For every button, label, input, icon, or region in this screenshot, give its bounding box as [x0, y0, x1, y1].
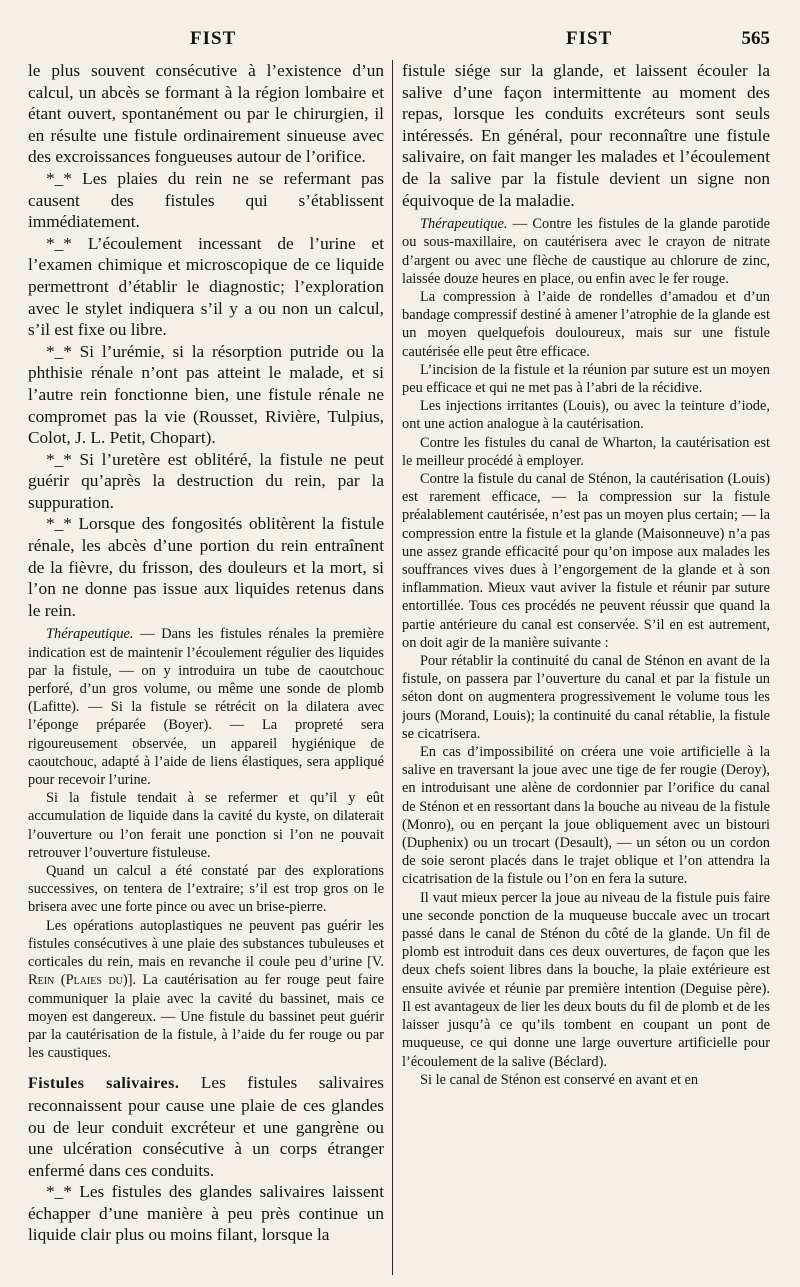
section-paragraph — [28, 1072, 384, 1181]
paragraph: Quand un calcul a été constaté par des explorations successives, on tentera de l’extraire; s’il est trop gros on le brisera avec une forte pince ou avec un brise-pierre. — [28, 863, 384, 916]
page-number: 565 — [741, 28, 770, 49]
section-heading: Fistules salivaires. — [28, 1075, 180, 1093]
paragraph: *_* Si l’urémie, si la résorption putride ou la phthisie rénale n’ont pas atteint le malade, et si l’autre rein fonctionne bien, une fistule rénale ne compromet pas la vie (Rousset, Rivière, Tulpius, Colot, J. L. Petit, Chopart). — [28, 341, 384, 448]
paragraph: L’incision de la fistule et la réunion par suture est un moyen peu efficace et qui ne met pas à l’abri de la récidive. — [402, 361, 770, 396]
paragraph — [28, 917, 384, 1063]
paragraph: Pour rétablir la continuité du canal de Sténon en avant de la fistule, on passera par l’ouverture du canal et par la fistule un séton dont on augmentera progressivement le volume tous les jours (Morand, Louis); la continuité du canal rétablie, la fistule se cicatrisera. — [402, 653, 770, 742]
paragraph: *_* Les fistules des glandes salivaires laissent échapper d’une manière à peu près continue un liquide clair plus ou moins filant, lorsque la — [28, 1182, 384, 1245]
left-column — [28, 60, 384, 1246]
header-right-title: FIST — [566, 28, 613, 49]
paragraph: Si le canal de Sténon est conservé en avant et en — [420, 1071, 699, 1088]
therapeutics-paragraph — [402, 215, 770, 288]
paragraph: Contre la fistule du canal de Sténon, la cautérisation (Louis) est rarement efficace, — la compression sur la fistule préalablement cautérisée, n’est pas un moyen plus certain; — la compression entre la fistule et la glande (Maisonneuve) n’a pas une assez grande efficacité pour qu’on impose aux malades les souffrances vives dues à l’engorgement de la glande et à son inflammation. Mieux vaut aviver la fistule et réunir par suture entortillée. Tous ces procédés ne peuvent réussir que quand la partie antérieure du canal est conservée. S’il en est autrement, on doit agir de la manière suivante : — [402, 471, 770, 651]
paragraph: *_* Lorsque des fongosités oblitèrent la fistule rénale, les abcès d’une portion du rein entraînent de la fièvre, du frisson, des douleurs et la mort, si l’on ne donne pas issue aux liquides retenus dans le rein. — [28, 514, 384, 620]
therapeutics-text: — Contre les fistules de la glande parotide ou sous-maxillaire, on cautérisera avec le crayon de nitrate d’argent ou avec une flèche de caustique au chlorure de zinc, laissée douze heures en place, ou enfin avec le fer rouge. — [402, 216, 770, 287]
header-left-title: FIST — [190, 28, 237, 49]
paragraph: Il vaut mieux percer la joue au niveau de la fistule puis faire une seconde ponction de la muqueuse buccale avec un trocart passé dans le canal de Sténon du côté de la glande. Un fil de plomb est introduit dans ces deux ouvertures, de façon que les deux chefs soient libres dans la bouche, la plaie extérieure est ensuite avivée et réunie par première intention (Deguise père). Il est avantageux de lier les deux bouts du fil de plomb et de les laisser jusqu’à ce qu’ils tombent en coupant un pont de muqueuse, ce qui donne une large ouverture artificielle pour l’écoulement de la salive (Béclard). — [402, 889, 770, 1070]
paragraph: *_* Les plaies du rein ne se refermant pas causent des fistules qui s’établissent immédiatement. — [28, 168, 384, 232]
therapeutics-paragraph — [28, 625, 384, 789]
paragraph: *_* Si l’uretère est oblitéré, la fistule ne peut guérir qu’après la destruction du rein, par la suppuration. — [28, 449, 384, 512]
therapeutics-text: — Dans les fistules rénales la première indication est de maintenir l’écoulement régulier des liquides par la fistule, — on y introduira un tube de caoutchouc perforé, d’un gros volume, ou même une sonde de plomb (Lafitte). — Si la fistule se rétrécit on la dilatera avec l’éponge préparée (Boyer). — La propreté sera rigoureusement observée, un appareil hygiénique de caoutchouc, adapté à l’aide de liens élastiques, sera appliqué pour recevoir l’urine. — [28, 626, 384, 789]
paragraph: fistule siége sur la glande, et laissent écouler la salive d’une façon intermittente au moment des repas, lorsque les conduits excréteurs sont seuls intéressés. En général, pour reconnaître une fistule salivaire, on fait manger les malades et l’écoulement de la salive par la fistule devient un signe non équivoque de la maladie. — [402, 61, 770, 210]
right-column — [402, 60, 770, 1089]
paragraph-text: ]. La cautérisation au fer rouge peut faire communiquer la plaie avec la cavité du bassinet, mais ce moyen est dangereux. — Une fistule du bassinet peut guérir par la cautérisation de la fistule, à l’aide du fer rouge ou par les caustiques. — [28, 972, 384, 1062]
paragraph: Si la fistule tendait à se refermer et qu’il y eût accumulation de liquide dans la cavité du kyste, on dilaterait l’ouverture ou l’on ferait une ponction si l’on ne pouvait retrouver l’ouverture fistuleuse. — [28, 790, 384, 861]
paragraph: *_* L’écoulement incessant de l’urine et l’examen chimique et microscopique de ce liquide permettront d’établir le diagnostic; l’exploration avec le stylet indiquera s’il y a ou non un calcul, s’il est fixe ou libre. — [28, 233, 384, 340]
column-divider — [392, 60, 393, 1275]
therapeutics-label: Thérapeutique. — [420, 216, 508, 233]
cross-reference: Rein (Plaies du) — [28, 972, 128, 989]
therapeutics-label: Thérapeutique. — [46, 626, 134, 643]
paragraph: le plus souvent consécutive à l’existence d’un calcul, un abcès se formant à la région lombaire et étant ouvert, spontanément ou par le chirurgien, il en résulte une fistule ordinairement sinueuse avec des excroissances fongueuses autour de l’orifice. — [28, 61, 384, 167]
paragraph: Les injections irritantes (Louis), ou avec la teinture d’iode, ont une action analogue à la cautérisation. — [402, 398, 770, 433]
paragraph: La compression à l’aide de rondelles d’amadou et d’un bandage compressif destiné à amener l’atrophie de la glande est un moyen quelquefois douloureux, mais sur une fistule cautérisée elle peut être efficace. — [402, 288, 770, 360]
paragraph: En cas d’impossibilité on créera une voie artificielle à la salive en traversant la joue avec une tige de fer rougie (Deroy), en introduisant une alène de cordonnier par l’orifice du canal de Sténon et en ressortant dans la bouche au niveau de la fistule (Monro), ou en perçant la joue obliquement avec un bistouri (Duphenix) ou un trocart (Desault), — un séton ou un cordon de soie seront placés dans le trajet oblique et l’on attendra la cicatrisation de la fistule ou l’on en fera la suture. — [402, 744, 770, 888]
section-text: Les fistules salivaires reconnaissent pour cause une plaie de ces glandes ou de leur conduit excréteur et une gangrène ou une ulcération consécutive à un corps étranger enfermé dans ces conduits. — [28, 1073, 384, 1180]
paragraph: Contre les fistules du canal de Wharton, la cautérisation est le meilleur procédé à employer. — [402, 434, 770, 469]
running-header — [0, 28, 800, 56]
paragraph-text: Les opérations autoplastiques ne peuvent pas guérir les fistules consécutives à une plaie des substances tubuleuses et corticales du rein, mais en revanche il coule peu d’urine [V. — [28, 917, 384, 971]
